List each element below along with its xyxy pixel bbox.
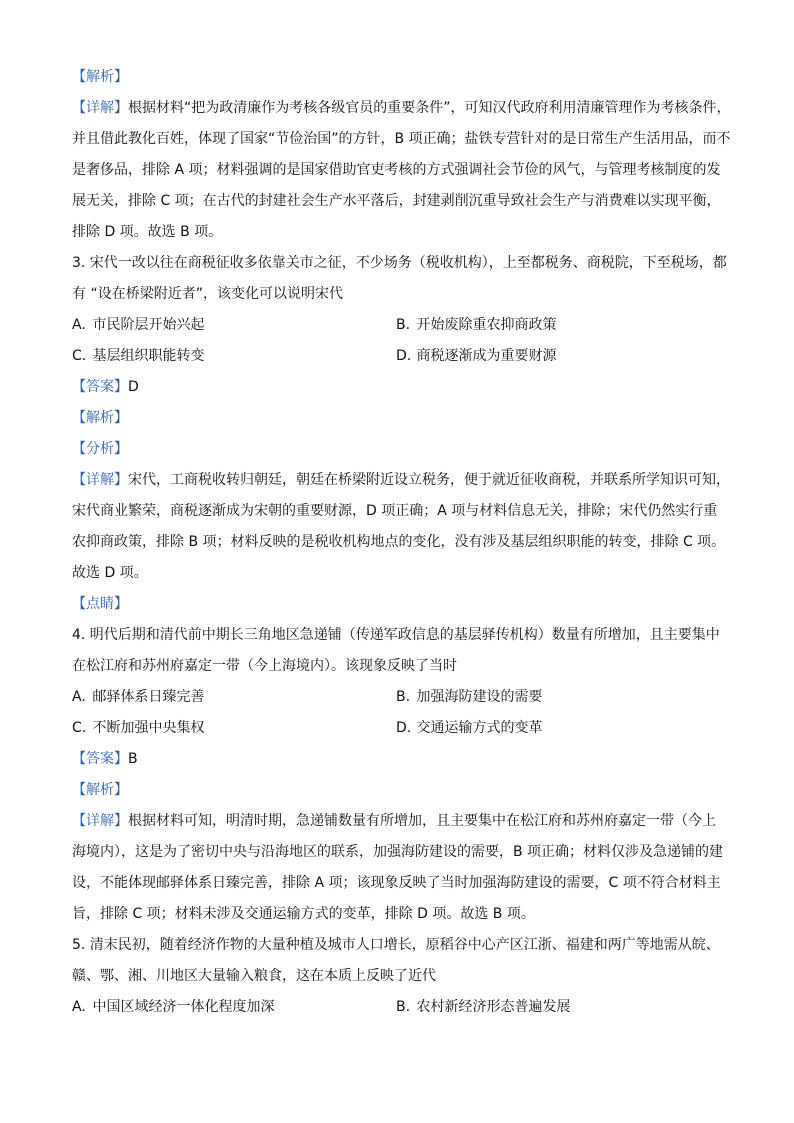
q3-option-c: C. 基层组织职能转变 bbox=[72, 348, 205, 364]
q3-dianjing-tag: 【点睛】 bbox=[72, 596, 128, 612]
q2-detail-line: 是奢侈品，排除 A 项；材料强调的是国家借助官吏考核的方式强调社会节俭的风气，与管理考核制度的发 bbox=[72, 162, 721, 178]
q4-answer-tag: 【答案】 bbox=[72, 751, 128, 767]
q2-detail-line: 并且借此教化百姓，体现了国家“节俭治国”的方针，B 项正确；盐铁专营针对的是日常生产生活用品，而不 bbox=[72, 131, 731, 147]
q3-detail-line: 【详解】宋代，工商税收转归朝廷，朝廷在桥梁附近设立税务，便于就近征收商税，并联系所学知识可知， bbox=[72, 472, 730, 488]
q4-answer-value: B bbox=[128, 751, 138, 767]
q3-jiexi-tag: 【解析】 bbox=[72, 410, 128, 426]
q5-option-a: A. 中国区域经济一体化程度加深 bbox=[72, 999, 275, 1015]
q3-stem-line: 3. 宋代一改以往在商税征收多依靠关市之征，不少场务（税收机构），上至都税务、商税院，下至税场，都 bbox=[72, 255, 727, 271]
document-page bbox=[72, 62, 731, 1023]
q4-stem-line: 4. 明代后期和清代前中期长三角地区急递铺（传递军政信息的基层驿传机构）数量有所增加，且主要集中 bbox=[72, 627, 720, 643]
q4-answer bbox=[72, 744, 726, 775]
q3-options bbox=[72, 310, 726, 372]
q4-option-b: B. 加强海防建设的需要 bbox=[396, 689, 543, 705]
q3-detail-line: 农抑商政策，排除 B 项；材料反映的是税收机构地点的变化，没有涉及基层组织职能的转变，排除 C 项。 bbox=[72, 534, 726, 550]
q3-detail-line: 宋代商业繁荣，商税逐渐成为宋朝的重要财源，D 项正确；A 项与材料信息无关，排除；宋代仍然实行重 bbox=[72, 503, 718, 519]
q4-detail-line: 旨，排除 C 项；材料未涉及交通运输方式的变革，排除 D 项。故选 B 项。 bbox=[72, 906, 535, 922]
q5-options bbox=[72, 992, 726, 1023]
q4-options bbox=[72, 682, 726, 744]
q3-answer-value: D bbox=[128, 379, 139, 395]
q3-stem-line: 有 “设在桥梁附近者”，该变化可以说明宋代 bbox=[72, 286, 343, 302]
q3-detail-tag: 【详解】 bbox=[72, 472, 128, 488]
q3-detail-line: 故选 D 项。 bbox=[72, 565, 148, 581]
q4-detail-line: 海境内），这是为了密切中央与沿海地区的联系，加强海防建设的需要，B 项正确；材料仅涉及急递铺的建 bbox=[72, 844, 724, 860]
q4-option-c: C. 不断加强中央集权 bbox=[72, 720, 205, 736]
q5-option-b: B. 农村新经济形态普遍发展 bbox=[396, 999, 571, 1015]
q3-option-b: B. 开始废除重农抑商政策 bbox=[396, 317, 557, 333]
q5-stem-line: 赣、鄂、湘、川地区大量输入粮食，这在本质上反映了近代 bbox=[72, 968, 436, 984]
q4-option-a: A. 邮驿体系日臻完善 bbox=[72, 689, 205, 705]
q5-stem-line: 5. 清末民初，随着经济作物的大量种植及城市人口增长，原稻谷中心产区江浙、福建和两广等地需从皖、 bbox=[72, 937, 720, 953]
q4-jiexi-tag: 【解析】 bbox=[72, 782, 128, 798]
q2-detail-line: 【详解】根据材料“把为政清廉作为考核各级官员的重要条件”，可知汉代政府利用清廉管理作为考核条件， bbox=[72, 100, 731, 116]
q3-answer-tag: 【答案】 bbox=[72, 379, 128, 395]
q3-fenxi-tag: 【分析】 bbox=[72, 441, 128, 457]
q4-stem-line: 在松江府和苏州府嘉定一带（今上海境内）。该现象反映了当时 bbox=[72, 658, 457, 674]
q2-detail-line: 展无关，排除 C 项；在古代的封建社会生产水平落后，封建剥削沉重导致社会生产与消费难以实现平衡， bbox=[72, 193, 721, 209]
q2-detail-tag: 【详解】 bbox=[72, 100, 128, 116]
q3-answer bbox=[72, 372, 726, 403]
q2-detail-line: 排除 D 项。故选 B 项。 bbox=[72, 224, 223, 240]
q2-jiexi-tag: 【解析】 bbox=[72, 69, 128, 85]
q4-option-d: D. 交通运输方式的变革 bbox=[396, 720, 543, 736]
q4-detail-tag: 【详解】 bbox=[72, 813, 128, 829]
q3-option-a: A. 市民阶层开始兴起 bbox=[72, 317, 205, 333]
q4-detail-line: 设，不能体现邮驿体系日臻完善，排除 A 项；该现象反映了当时加强海防建设的需要，C 项不符合材料主 bbox=[72, 875, 721, 891]
q4-detail-line: 【详解】根据材料可知，明清时期，急递铺数量有所增加，且主要集中在松江府和苏州府嘉定一带（今上 bbox=[72, 813, 716, 829]
q3-option-d: D. 商税逐渐成为重要财源 bbox=[396, 348, 557, 364]
